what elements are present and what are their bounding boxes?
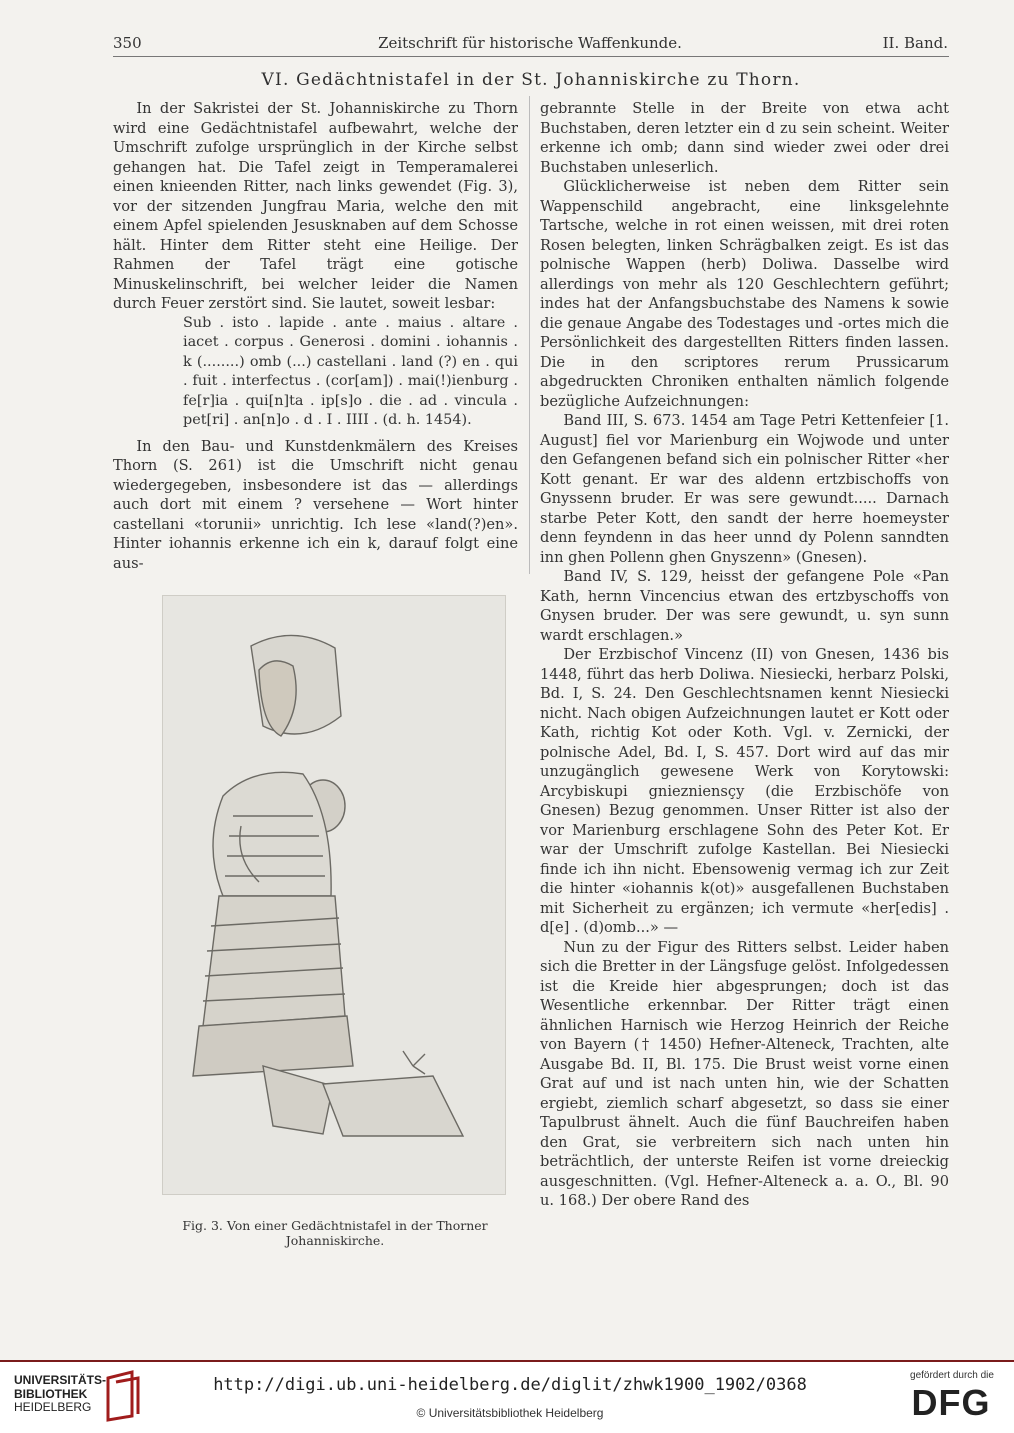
left-paragraph-2: In den Bau- und Kunstdenkmälern des Kreises Thorn (S. 261) ist die Umschrift nicht genau wiedergegeben, insbesondere ist das — allerdings auch dort mit einem ? versehene — Wort hinter castellani «torunii» unrichtig. Ich lese «land(?)en». Hinter iohannis erkenne ich ein k, darauf folgt eine aus- (113, 437, 518, 572)
library-line-2: BIBLIOTHEK (14, 1386, 88, 1401)
page-number: 350 (113, 34, 142, 52)
left-column (113, 99, 518, 573)
copyright-notice: © Universitätsbibliothek Heidelberg (416, 1406, 604, 1420)
funding-label: gefördert durch die (910, 1370, 994, 1381)
right-paragraph-4: Band IV, S. 129, heisst der gefangene Pole «Pan Kath, hernn Vincencius etwan des ertzbyschoffs von Gnysen bruder. Der was sere gewundt, u. syn sunn wardt erschlagen.» (540, 568, 949, 644)
right-paragraph-1: gebrannte Stelle in der Breite von etwa acht Buchstaben, deren letzter ein d zu sein scheint. Weiter erkenne ich omb; dann sind wieder zwei oder drei Buchstaben unleserlich. (540, 100, 949, 176)
right-paragraph-3: Band III, S. 673. 1454 am Tage Petri Kettenfeier [1. August] fiel vor Marienburg ein Wojwode und unter den Gefangenen befand sich ein polnischer Ritter «her Kott genant. Er war des aldenn ertzbischoffs von Gnyssenn bruder. Er was sere gewundt..... Darnach starbe Peter Kott, den sandt der herre hoemeyster denn feyndenn in das heer unnd dy Polenn sanndten inn ghen Pollenn ghen Gnyszenn» (Gnesen). (540, 412, 949, 566)
volume-label: II. Band. (882, 34, 948, 52)
intro-paragraph: In der Sakristei der St. Johanniskirche zu Thorn wird eine Gedächtnistafel aufbewahrt, welche der Umschrift zufolge ursprünglich in der Kirche selbst gehangen hat. Die Tafel zeigt in Temperamalerei einen knieenden Ritter, nach links gewendet (Fig. 3), vor der sitzenden Jungfrau Maria, welche den mit einem Apfel spielenden Jesusknaben auf dem Schosse hält. Hinter dem Ritter steht eine Heilige. Der Rahmen der Tafel trägt eine gotische Minuskelinschrift, bei welcher leider die Namen durch Feuer zerstört sind. Sie lautet, soweit lesbar: (113, 100, 518, 312)
right-paragraph-6: Nun zu der Figur des Ritters selbst. Leider haben sich die Bretter in der Längsfuge gelöst. Infolgedessen ist die Kreide hier abgesprungen; doch ist das Wesentliche erkennbar. Der Ritter trägt einen ähnlichen Harnisch wie Herzog Heinrich der Reiche von Bayern († 1450) Hefner-Alteneck, Trachten, alte Ausgabe Bd. II, Bl. 175. Die Brust weist vorne einen Grat auf und ist nach unten hin, wie der Schatten ergiebt, ziemlich scharf abgesetzt, so dass sie einer Tapulbrust ähnelt. Auch die fünf Bauchreifen haben den Grat, sie verbreitern sich nach unten hin beträchtlich, der unterste Reifen ist vorne dreieckig ausgeschnitten. (Vgl. Hefner-Alteneck a. a. O., Bl. 90 u. 168.) Der obere Rand des (540, 938, 949, 1209)
article-title: VI. Gedächtnistafel in der St. Johanniskirche zu Thorn. (261, 70, 801, 90)
knight-figure (162, 595, 506, 1195)
permalink-url[interactable]: http://digi.ub.uni-heidelberg.de/diglit/zhwk1900_1902/0368 (213, 1375, 807, 1395)
library-logo[interactable] (14, 1374, 106, 1415)
right-column (540, 99, 949, 1211)
knight-drawing-icon (163, 596, 505, 1194)
running-title: Zeitschrift für historische Waffenkunde. (378, 34, 682, 52)
footer-bar (0, 1360, 1014, 1433)
header-rule (113, 56, 949, 57)
footer-rule (0, 1360, 1014, 1362)
figure-caption: Fig. 3. Von einer Gedächtnistafel in der Thorner Johanniskirche. (182, 1218, 488, 1248)
dfg-logo[interactable]: DFG (911, 1382, 991, 1423)
library-emblem-icon (102, 1370, 142, 1422)
right-paragraph-2: Glücklicherweise ist neben dem Ritter sein Wappenschild angebracht, eine linksgelehnte Tartsche, welche in rot einen weissen, mit drei roten Rosen belegten, linken Schrägbalken zeigt. Es ist das polnische Wappen (herb) Doliwa. Dasselbe wird allerdings von mehr als 120 Geschlechtern geführt; indes hat der Anfangsbuchstabe des Namens k sowie die genaue Angabe des Todestages und -ortes mich die Persönlichkeit des dargestellten Ritters finden lassen. Die in den scriptores rerum Prussicarum abgedruckten Chroniken enthalten nämlich folgende bezügliche Aufzeichnungen: (540, 178, 949, 410)
library-line-1: UNIVERSITÄTS- (14, 1373, 107, 1387)
right-paragraph-5: Der Erzbischof Vincenz (II) von Gnesen, 1436 bis 1448, führt das herb Doliwa. Niesiecki, herbarz Polski, Bd. I, S. 24. Den Geschlechtsnamen kennt Niesiecki nicht. Nach obigen Aufzeichnungen lautet er Kott oder Kath, richtig Kot oder Koth. Vgl. v. Zernicki, der polnische Adel, Bd. I, S. 457. Dort wird auf das mir unzugänglich gewesene Werk von Korytowski: Arcybiskupi gniezniensçy (die Erzbischöfe von Gnesen) Bezug genommen. Unser Ritter ist also der vor Marienburg erschlagene Sohn des Peter Kot. Er war der Umschrift zufolge Kastellan. Bei Niesiecki finde ich ihn nicht. Ebensowenig vermag ich zur Zeit die hinter «iohannis k(ot)» ausgefallenen Buchstaben mit Sicherheit zu ergänzen; ich vermute «her[edis] . d[e] . (d)omb...» — (540, 646, 949, 936)
inscription-text: Sub . isto . lapide . ante . maius . altare . iacet . corpus . Generosi . domini . iohannis . k (........) omb (...) castellani . land (?) en . qui . fuit . interfectus . (cor[am]) . mai(!)ienburg . fe[r]ia . qui[n]ta . ip[s]o . die . ad . vincula . pet[ri] . an[n]o . d . I . IIII . (d. h. 1454). (183, 314, 518, 428)
library-line-3: HEIDELBERG (14, 1400, 92, 1414)
column-divider (529, 96, 530, 574)
